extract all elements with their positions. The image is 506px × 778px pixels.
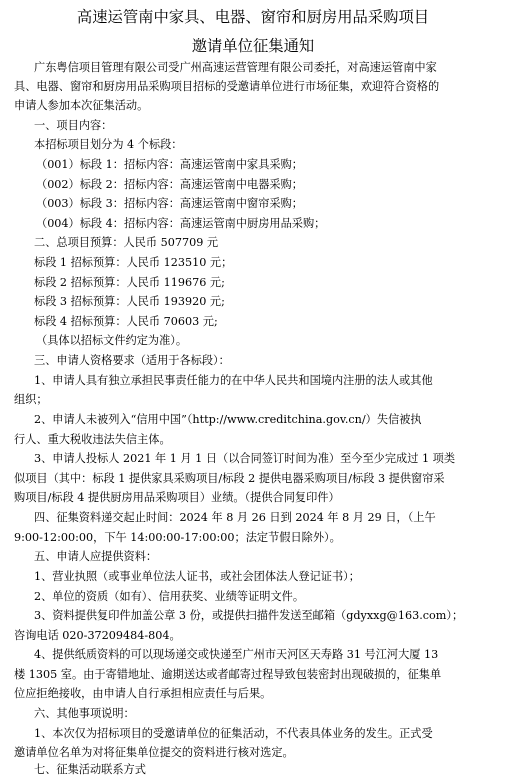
other-line: 邀请单位名单为对将征集单位提交的资料进行核对选定。 <box>14 746 294 759</box>
contact-phone: 咨询电话 020-37209484-804。 <box>14 629 181 642</box>
qualification-line: 行人、重大税收违法失信主体。 <box>14 433 171 446</box>
budget-item: 标段 1 招标预算：人民币 123510 元； <box>34 256 233 269</box>
section-heading-qualification: 三、申请人资格要求（适用于各标段）： <box>34 354 230 367</box>
email-link[interactable]: 3、资料提供复印件加盖公章 3 份，或提供扫描件发送至邮箱（gdyxxg@163.com）； <box>34 609 464 622</box>
intro-line-2: 具、电器、窗帘和厨房用品采购项目招标的受邀请单位进行市场征集，欢迎符合资格的 <box>14 80 440 93</box>
section-heading-project: 一、项目内容： <box>34 119 113 132</box>
intro-line-3: 申请人参加本次征集活动。 <box>14 99 149 112</box>
qualification-line: 组织； <box>14 393 48 406</box>
qualification-line: 购项目/标段 4 提供厨房用品采购项目）业绩。（提供合同复印件） <box>14 491 340 504</box>
document-title-line1: 高速运管南中家具、电器、窗帘和厨房用品采购项目 <box>76 8 430 26</box>
section-heading-submission-time: 四、征集资料递交起止时间：2024 年 8 月 26 日到 2024 年 8 月 29 日，（上午 <box>34 511 436 524</box>
budget-note: （具体以招标文件约定为准）。 <box>36 334 188 347</box>
materials-line: 4、提供纸质资料的可以现场递交或快递至广州市天河区天寿路 31 号江河大厦 13 <box>34 648 439 661</box>
lot-item: （004）标段 4：招标内容：高速运管南中厨房用品采购； <box>36 217 326 230</box>
qualification-line: 1、申请人具有独立承担民事责任能力的在中华人民共和国境内注册的法人或其他 <box>34 374 433 387</box>
materials-line: 2、单位的资质（如有）、信用获奖、业绩等证明文件。 <box>34 590 305 603</box>
section-heading-materials: 五、申请人应提供资料： <box>34 550 158 563</box>
qualification-line: 3、申请人投标人 2021 年 1 月 1 日（以合同签订时间为准）至今至少完成过 1 项类 <box>34 452 456 465</box>
qualification-line-creditchina <box>34 412 422 428</box>
submission-time-detail: 9:00-12:00:00，下午 14:00:00-17:00:00；法定节假日除外）。 <box>14 531 341 544</box>
materials-line: 1、营业执照（或事业单位法人证书，或社会团体法人登记证书）； <box>34 570 360 583</box>
qualification-line: 似项目（其中：标段 1 提供家具采购项目/标段 2 提供电器采购项目/标段 3 提供窗帘采 <box>14 472 445 485</box>
section-heading-contact: 七、征集活动联系方式 <box>34 763 146 776</box>
lot-item: （003）标段 3：招标内容：高速运管南中窗帘采购； <box>36 197 303 210</box>
section-heading-budget: 二、总项目预算：人民币 507709 元 <box>34 236 219 249</box>
lot-count: 本招标项目划分为 4 个标段： <box>34 138 183 151</box>
lot-item: （001）标段 1：招标内容：高速运管南中家具采购； <box>36 158 303 171</box>
materials-line: 楼 1305 室。由于寄错地址、逾期送达或者邮寄过程导致包装密封出现破损的，征集单 <box>14 668 442 681</box>
materials-line: 位应拒绝接收，由申请人自行承担相应责任与后果。 <box>14 687 272 700</box>
document-title-line2: 邀请单位征集通知 <box>191 37 315 55</box>
budget-item: 标段 2 招标预算：人民币 119676 元; <box>34 276 225 289</box>
other-line: 1、本次仅为招标项目的受邀请单位的征集活动，不代表具体业务的发生。正式受 <box>34 727 433 740</box>
intro-line-1: 广东粤信项目管理有限公司受广州高速运营管理有限公司委托，对高速运管南中家 <box>34 61 437 74</box>
budget-item: 标段 3 招标预算：人民币 193920 元; <box>34 295 225 308</box>
lot-item: （002）标段 2：招标内容：高速运管南中电器采购； <box>36 178 303 191</box>
budget-item: 标段 4 招标预算：人民币 70603 元; <box>34 315 218 328</box>
materials-line-email <box>34 608 463 624</box>
creditchina-link[interactable]: 2、申请人未被列入“信用中国”（http://www.creditchina.gov.cn/）失信被执 <box>34 413 422 426</box>
section-heading-other: 六、其他事项说明： <box>34 707 135 720</box>
